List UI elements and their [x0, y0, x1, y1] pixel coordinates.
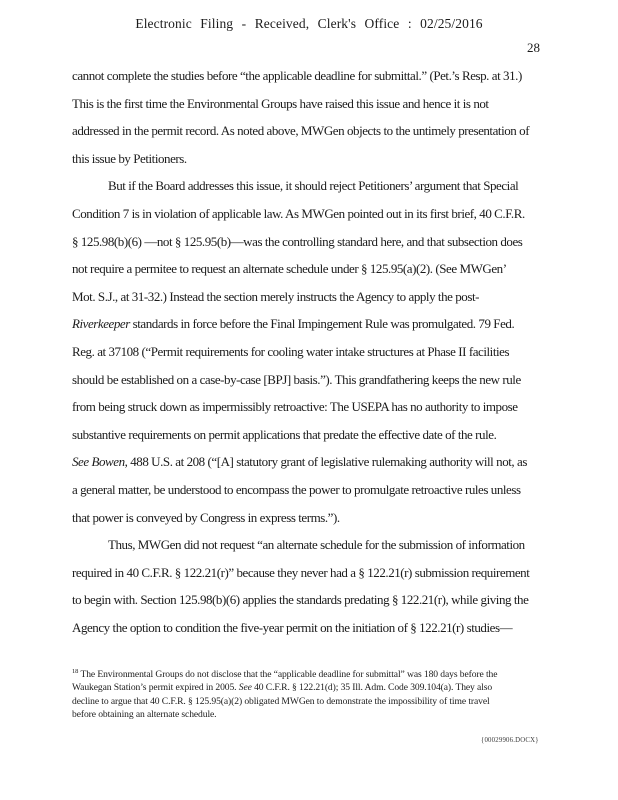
text-line — [72, 393, 600, 421]
text-segment: should be established on a case-by-case [BPJ] basis.”). This grandfathering keeps the new rule — [72, 371, 521, 387]
text-segment: Condition 7 is in violation of applicable law. As MWGen pointed out in its first brief, 40 C.F.R. — [72, 205, 525, 221]
text-segment: Mot. S.J., at 31-32.) Instead the section merely instructs the Agency to apply the post- — [72, 288, 480, 304]
text-segment: addressed in the permit record. As noted above, MWGen objects to the untimely presentation of — [72, 123, 530, 139]
text-line — [72, 476, 600, 504]
text-segment: See Bowen — [72, 454, 125, 470]
document-body — [72, 62, 600, 641]
text-segment: to begin with. Section 125.98(b)(6) applies the standards predating § 122.21(r), while giving the — [72, 592, 529, 608]
text-line — [72, 228, 600, 256]
text-line — [72, 614, 600, 642]
filing-header-stamp: Electronic Filing - Received, Clerk's Office : 02/25/2016 — [135, 16, 483, 31]
text-segment: 40 C.F.R. § 122.21(d); 35 Ill. Adm. Code 309.104(a). They also — [251, 682, 493, 694]
text-line — [72, 255, 600, 283]
text-line — [72, 708, 598, 721]
text-line — [72, 310, 600, 338]
text-segment: cannot complete the studies before “the applicable deadline for submittal.” (Pet.’s Resp. at 31.) — [72, 68, 522, 83]
text-segment: not require a permitee to request an alternate schedule under § 125.95(a)(2). (See MWGen’ — [72, 261, 507, 277]
text-line — [72, 338, 600, 366]
text-line — [72, 62, 600, 90]
text-line — [72, 695, 598, 708]
text-segment: Waukegan Station’s permit expired in 2005. — [72, 682, 239, 694]
text-segment: Reg. at 37108 (“Permit requirements for cooling water intake structures at Phase II facilities — [72, 343, 510, 359]
text-segment: 18 — [72, 667, 79, 675]
text-segment: Riverkeeper — [72, 316, 130, 332]
text-line — [72, 283, 600, 311]
text-segment: Thus, MWGen did not request “an alternate schedule for the submission of information — [108, 537, 525, 553]
text-line — [72, 421, 600, 449]
page-number: 28 — [527, 40, 540, 55]
doc-id-stamp: {00029906.DOCX} — [481, 737, 539, 744]
text-segment: before obtaining an alternate schedule. — [72, 708, 217, 720]
text-line — [72, 504, 600, 532]
text-line — [72, 681, 598, 694]
text-segment: required in 40 C.F.R. § 122.21(r)” because they never had a § 122.21(r) submission requirement — [72, 564, 530, 580]
text-segment: But if the Board addresses this issue, it should reject Petitioners’ argument that Special — [108, 178, 519, 194]
text-segment: Agency the option to condition the five-year permit on the initiation of § 122.21(r) studies— — [72, 619, 513, 635]
text-line — [72, 559, 600, 587]
text-segment: decline to argue that 40 C.F.R. § 125.95(a)(2) obligated MWGen to demonstrate the impossibility of time travel — [72, 695, 490, 707]
text-segment: This is the first time the Environmental Groups have raised this issue and hence it is not — [72, 95, 489, 111]
text-segment: a general matter, be understood to encompass the power to promulgate retroactive rules unless — [72, 481, 521, 497]
text-line — [72, 117, 600, 145]
text-segment: from being struck down as impermissibly retroactive: The USEPA has no authority to impose — [72, 399, 518, 415]
text-line — [72, 531, 600, 559]
text-line — [72, 668, 598, 681]
text-segment: substantive requirements on permit applications that predate the effective date of the rule. — [72, 426, 497, 442]
text-line — [72, 366, 600, 394]
text-line — [72, 145, 600, 173]
text-line — [72, 200, 600, 228]
text-segment: this issue by Petitioners. — [72, 150, 187, 166]
footnote-block — [72, 668, 598, 721]
text-line — [72, 448, 600, 476]
text-line — [72, 90, 600, 118]
text-segment: § 125.98(b)(6) —not § 125.95(b)—was the controlling standard here, and that subsection does — [72, 233, 523, 249]
text-segment: that power is conveyed by Congress in express terms.”). — [72, 509, 340, 525]
text-line — [72, 586, 600, 614]
text-segment: , 488 U.S. at 208 (“[A] statutory grant of legislative rulemaking authority will not, as — [124, 454, 527, 470]
text-line — [72, 172, 600, 200]
text-segment: See — [238, 682, 252, 694]
text-segment: The Environmental Groups do not disclose that the “applicable deadline for submittal” was 180 days before the — [78, 669, 498, 680]
text-segment: standards in force before the Final Impingement Rule was promulgated. 79 Fed. — [129, 316, 515, 332]
